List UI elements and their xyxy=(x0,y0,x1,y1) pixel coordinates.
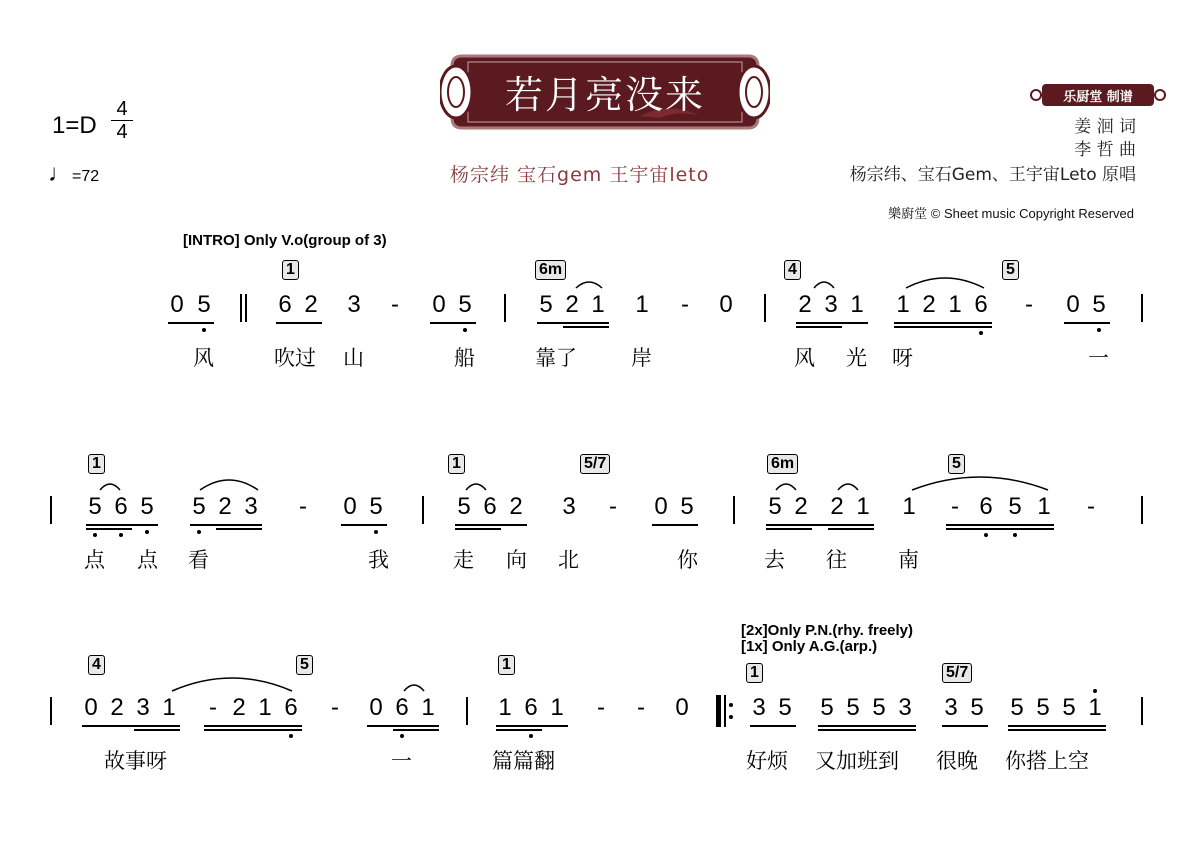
lyric: 一 xyxy=(391,749,412,773)
note: - xyxy=(331,694,339,721)
barline xyxy=(466,697,468,725)
key-signature xyxy=(52,112,97,140)
underline xyxy=(946,524,1054,526)
underline xyxy=(1064,322,1110,324)
tie-icon xyxy=(910,470,1050,492)
note: 6 xyxy=(395,694,409,721)
badge-text: 乐厨堂 制谱 xyxy=(1063,90,1133,105)
underline xyxy=(563,326,609,328)
note: 0 xyxy=(675,694,689,721)
lyric: 看 xyxy=(188,548,209,572)
lyricist: 姜 洄 词 xyxy=(1074,117,1136,137)
lyric: 岸 xyxy=(631,346,652,370)
double-barline xyxy=(245,294,247,322)
underline xyxy=(766,528,812,530)
barline xyxy=(764,294,766,322)
low-octave-dot xyxy=(119,533,123,537)
note: 0 xyxy=(432,291,446,318)
tie-icon xyxy=(170,671,294,693)
lyric: 点 xyxy=(84,548,105,572)
slur-icon xyxy=(402,679,426,693)
note: 2 xyxy=(798,291,812,318)
lyric: 风 xyxy=(794,346,815,370)
barline xyxy=(1141,294,1143,322)
underline xyxy=(796,326,842,328)
note: - xyxy=(209,694,217,721)
time-sig-bottom: 4 xyxy=(111,120,133,143)
underline xyxy=(393,729,439,731)
underline xyxy=(1008,729,1106,731)
underline xyxy=(190,524,262,526)
lyric: 船 xyxy=(454,346,475,370)
lyric: 向 xyxy=(506,548,527,572)
chord-box: 5/7 xyxy=(580,454,610,474)
low-octave-dot xyxy=(529,734,533,738)
note: 5 xyxy=(140,493,154,520)
chord-box: 1 xyxy=(282,260,299,280)
lyric: 光 xyxy=(846,346,867,370)
double-barline xyxy=(240,294,242,322)
singers-subtitle: 杨宗纬 宝石gem 王宇宙leto xyxy=(450,164,710,186)
lyric: 南 xyxy=(898,548,919,572)
low-octave-dot xyxy=(197,530,201,534)
lyric: 呀 xyxy=(892,346,913,370)
note: 5 xyxy=(846,694,860,721)
note: 1 xyxy=(896,291,910,318)
underline xyxy=(276,322,322,324)
barline xyxy=(733,496,735,524)
key-text: 1=D xyxy=(52,112,97,139)
time-sig-top: 4 xyxy=(116,98,128,120)
note: - xyxy=(1087,493,1095,520)
lyric: 风 xyxy=(193,346,214,370)
low-octave-dot xyxy=(93,533,97,537)
note: 5 xyxy=(458,291,472,318)
lyric: 好烦 xyxy=(746,749,788,773)
underline xyxy=(894,326,992,328)
chord-box: 4 xyxy=(784,260,801,280)
lyric: 走 xyxy=(453,548,474,572)
chord-box: 6m xyxy=(535,260,566,280)
underline xyxy=(828,528,874,530)
note: 5 xyxy=(768,493,782,520)
lyric: 一 xyxy=(1088,346,1109,370)
slur-icon xyxy=(574,276,604,290)
barline xyxy=(504,294,506,322)
copyright: 樂廚堂 © Sheet music Copyright Reserved xyxy=(888,206,1134,221)
note: 2 xyxy=(509,493,523,520)
badge-left-dot-icon xyxy=(1030,89,1042,101)
underline xyxy=(204,729,302,731)
note: 6 xyxy=(524,694,538,721)
underline xyxy=(750,725,796,727)
underline xyxy=(942,725,988,727)
barline xyxy=(50,697,52,725)
note: 1 xyxy=(1088,694,1102,721)
note: 3 xyxy=(824,291,838,318)
underline xyxy=(430,322,476,324)
low-octave-dot xyxy=(289,734,293,738)
tempo-value: =72 xyxy=(72,168,100,185)
chord-box: 1 xyxy=(88,454,105,474)
note: 1 xyxy=(591,291,605,318)
note: 0 xyxy=(719,291,733,318)
lyric: 北 xyxy=(558,548,579,572)
note: - xyxy=(637,694,645,721)
note: 3 xyxy=(136,694,150,721)
underline xyxy=(818,725,916,727)
note: - xyxy=(609,493,617,520)
low-octave-dot xyxy=(979,331,983,335)
note: 5 xyxy=(820,694,834,721)
slur-icon xyxy=(836,478,860,492)
slur-icon xyxy=(98,478,122,492)
lyric: 点 xyxy=(137,548,158,572)
repeat-dot-icon xyxy=(729,703,733,707)
note: 6 xyxy=(284,694,298,721)
high-octave-dot xyxy=(1093,689,1097,693)
underline xyxy=(134,729,180,731)
underline xyxy=(496,725,568,727)
note: - xyxy=(1025,291,1033,318)
note: 2 xyxy=(232,694,246,721)
score-row-1 xyxy=(0,261,1200,390)
lyric: 很晚 xyxy=(936,749,978,773)
barline xyxy=(50,496,52,524)
repeat-annotation-2x: [2x]Only P.N.(rhy. freely) xyxy=(741,622,914,639)
lyric: 去 xyxy=(764,548,785,572)
note: 3 xyxy=(347,291,361,318)
underline xyxy=(818,729,916,731)
low-octave-dot xyxy=(145,530,149,534)
title-plaque xyxy=(440,46,770,138)
lyric: 又加班到 xyxy=(815,749,899,773)
barline xyxy=(422,496,424,524)
note: - xyxy=(681,291,689,318)
chord-box: 1 xyxy=(448,454,465,474)
underline xyxy=(455,528,501,530)
note: 0 xyxy=(1066,291,1080,318)
note: - xyxy=(951,493,959,520)
underline xyxy=(766,524,874,526)
underline xyxy=(894,322,992,324)
lyric: 靠了 xyxy=(535,346,577,370)
note: - xyxy=(391,291,399,318)
note: 2 xyxy=(218,493,232,520)
repeat-start-thick-bar xyxy=(716,695,721,727)
underline xyxy=(168,322,214,324)
note: 1 xyxy=(850,291,864,318)
note: 5 xyxy=(197,291,211,318)
note: 3 xyxy=(562,493,576,520)
repeat-dot-icon xyxy=(729,715,733,719)
note: 1 xyxy=(550,694,564,721)
underline xyxy=(86,528,132,530)
note: 5 xyxy=(872,694,886,721)
note: 6 xyxy=(114,493,128,520)
lyric: 我 xyxy=(368,548,389,572)
underline xyxy=(86,524,158,526)
badge-right-dot-icon xyxy=(1154,89,1166,101)
underline xyxy=(537,322,609,324)
tie-icon xyxy=(198,474,260,492)
arranger-badge xyxy=(1030,84,1166,106)
chord-box: 1 xyxy=(498,655,515,675)
low-octave-dot xyxy=(463,328,467,332)
note: 6 xyxy=(483,493,497,520)
chord-box: 6m xyxy=(767,454,798,474)
lyric: 往 xyxy=(826,548,847,572)
low-octave-dot xyxy=(984,533,988,537)
note: 0 xyxy=(369,694,383,721)
underline xyxy=(946,528,1054,530)
note: 3 xyxy=(944,694,958,721)
note: 0 xyxy=(343,493,357,520)
note: 5 xyxy=(457,493,471,520)
chord-box: 5 xyxy=(296,655,313,675)
lyric: 吹过 xyxy=(274,346,316,370)
underline xyxy=(216,528,262,530)
score-row-2 xyxy=(0,455,1200,592)
low-octave-dot xyxy=(1013,533,1017,537)
note: 0 xyxy=(170,291,184,318)
chord-box: 4 xyxy=(88,655,105,675)
note: 5 xyxy=(970,694,984,721)
lyric: 篇篇翻 xyxy=(492,749,555,773)
lyric: 你搭上空 xyxy=(1005,749,1089,773)
slur-icon xyxy=(464,478,488,492)
note: 2 xyxy=(922,291,936,318)
chord-box: 5 xyxy=(1002,260,1019,280)
note: 5 xyxy=(539,291,553,318)
tempo-marking xyxy=(48,160,99,188)
note: 5 xyxy=(778,694,792,721)
barline xyxy=(1141,496,1143,524)
note: 1 xyxy=(421,694,435,721)
low-octave-dot xyxy=(400,734,404,738)
underline xyxy=(204,725,302,727)
intro-annotation: [INTRO] Only V.o(group of 3) xyxy=(183,232,387,249)
lyric: 故事呀 xyxy=(104,749,167,773)
note: 2 xyxy=(110,694,124,721)
barline xyxy=(1141,697,1143,725)
note: 1 xyxy=(902,493,916,520)
note: 0 xyxy=(84,694,98,721)
lyric: 山 xyxy=(343,346,364,370)
note: 1 xyxy=(948,291,962,318)
note: 6 xyxy=(278,291,292,318)
lyric: 你 xyxy=(677,548,698,572)
note: 5 xyxy=(369,493,383,520)
underline xyxy=(652,524,698,526)
note: 1 xyxy=(635,291,649,318)
note: 2 xyxy=(830,493,844,520)
underline xyxy=(1008,725,1106,727)
score-row-3 xyxy=(0,656,1200,793)
note: - xyxy=(597,694,605,721)
note: 3 xyxy=(752,694,766,721)
note: 1 xyxy=(1037,493,1051,520)
low-octave-dot xyxy=(1097,328,1101,332)
note: 5 xyxy=(1036,694,1050,721)
note: 5 xyxy=(1010,694,1024,721)
low-octave-dot xyxy=(202,328,206,332)
original-singers: 杨宗纬、宝石Gem、王宇宙Leto 原唱 xyxy=(849,165,1136,185)
chord-box: 5/7 xyxy=(942,663,972,683)
note: 5 xyxy=(1092,291,1106,318)
underline xyxy=(341,524,387,526)
note: 5 xyxy=(1008,493,1022,520)
slur-icon xyxy=(774,478,798,492)
underline xyxy=(367,725,439,727)
note: 5 xyxy=(1062,694,1076,721)
note: 1 xyxy=(162,694,176,721)
chord-box: 1 xyxy=(746,663,763,683)
repeat-annotation-1x: [1x] Only A.G.(arp.) xyxy=(741,638,878,655)
low-octave-dot xyxy=(374,530,378,534)
note: 6 xyxy=(974,291,988,318)
underline xyxy=(455,524,527,526)
song-title: 若月亮没来 xyxy=(504,73,705,117)
note: 1 xyxy=(498,694,512,721)
note: 1 xyxy=(856,493,870,520)
note: 2 xyxy=(304,291,318,318)
note: 3 xyxy=(898,694,912,721)
note: 2 xyxy=(794,493,808,520)
note: 5 xyxy=(88,493,102,520)
repeat-start-thin-bar xyxy=(724,695,726,727)
note: 0 xyxy=(654,493,668,520)
underline xyxy=(796,322,868,324)
note: - xyxy=(299,493,307,520)
quarter-note-icon: ♩ xyxy=(48,160,72,187)
note: 3 xyxy=(244,493,258,520)
underline xyxy=(496,729,542,731)
note: 5 xyxy=(192,493,206,520)
tie-icon xyxy=(904,272,986,290)
note: 2 xyxy=(565,291,579,318)
underline xyxy=(82,725,180,727)
chord-box: 5 xyxy=(948,454,965,474)
slur-icon xyxy=(812,276,836,290)
note: 6 xyxy=(979,493,993,520)
time-signature xyxy=(111,98,133,143)
note: 5 xyxy=(680,493,694,520)
note: 1 xyxy=(258,694,272,721)
composer: 李 哲 曲 xyxy=(1074,140,1136,160)
